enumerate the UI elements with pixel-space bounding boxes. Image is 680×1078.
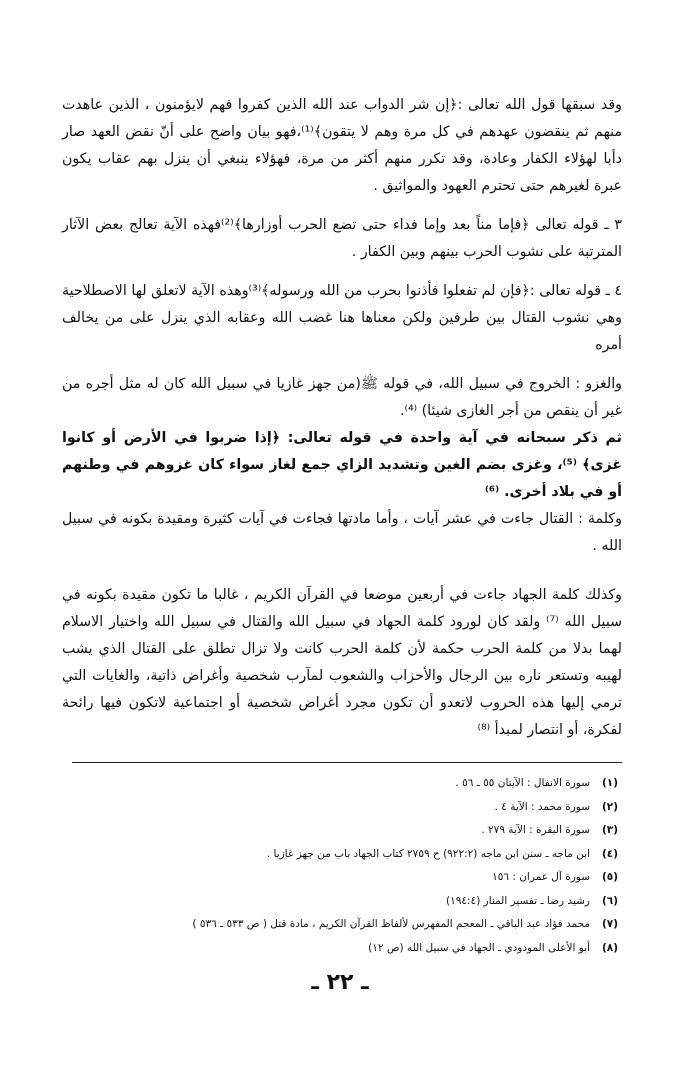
footnote-number: (٧)	[601, 918, 618, 930]
footnote-text: محمد فؤاد عبد الباقي ـ المعجم المفهرس لألفاظ القرآن الكريم ، مادة قتل ( ص ٥٣٣ ـ ٥٣٦ )	[192, 918, 590, 930]
footnote-text: سورة آل عمران : ١٥٦	[492, 871, 590, 883]
footnote-1	[60, 772, 618, 796]
page-body	[62, 92, 622, 744]
paragraph-4: والغزو : الخروج في سبيل الله، في قوله ﷺ(من جهز غازيا في سبيل الله كان له مثل أجره من غير أن ينقص من أجر الغازى شيئا) ⁽⁴⁾.	[62, 376, 622, 419]
footnotes	[60, 772, 618, 960]
footnote-8	[60, 937, 618, 961]
footnote-5	[60, 866, 618, 890]
footnote-number: (٢)	[601, 800, 618, 813]
footnote-6	[60, 890, 618, 914]
footnote-text: سورة محمد : الآية ٤ .	[494, 800, 590, 813]
footnote-text: ابن ماجه ـ سنن ابن ماجه (٩٢٢:٢) ح ٢٧٥٩ كتاب الجهاد باب من جهز غازيا .	[266, 847, 590, 860]
paragraph-3: ٤ ـ قوله تعالى :﴿فإن لم تفعلوا فأذنوا بحرب من الله ورسوله﴾⁽³⁾وهذه الآية لاتعلق لها الاصطلاحية وهي نشوب القتال بين طرفين ولكن معناها هنا غضب الله وعقابه الذي ينزل على من يخالف أمره	[62, 283, 622, 353]
footnote-7	[60, 913, 618, 937]
footnote-number: (٨)	[601, 941, 618, 954]
paragraph-7: وكذلك كلمة الجهاد جاءت في أربعين موضعا في القرآن الكريم ، غالبا ما تكون مقيدة بكونه في سبيل الله ⁽⁷⁾ ولقد كان لورود كلمة الجهاد في سبيل الله والقتال في سبيل الله واختيار الاسلام لهما بدلا من كلمة الحرب حكمة لأن كلمة الحرب كانت ولا تزال تطلق على القتال الذي يشب لهيبه وتستعر ناره بين الرجال والأحزاب والشعوب لمآرب شخصية وأغراض ذاتية، والغايات التي ترمي إليها هذه الحروب لاتعدو أن تكون مجرد أغراض شخصية أو اجتماعية لاتكون فيها رائحة لفكرة، أو انتصار لمبدأ ⁽⁸⁾	[62, 587, 622, 738]
footnote-text: سورة البقرة : الآية ٢٧٩ .	[481, 824, 590, 836]
footnote-text: سورة الانفال : الآيتان ٥٥ ـ ٥٦ .	[455, 777, 590, 789]
footnote-number: (١)	[601, 777, 618, 789]
paragraph-1: وقد سبقها قول الله تعالى :﴿إن شر الدواب عند الله الذين كفروا فهم لايؤمنون ، الذين عاهدت منهم ثم ينقضون عهدهم في كل مرة وهم لا يتقون﴾⁽¹⁾،فهو بيان واضح على أنّ نقض العهد صار دأبا لهؤلاء الكفار وعادة، وقد تكرر منهم أكثر من مرة، فهؤلاء ينبغي أن ينزل بهم عقاب يكون عبرة لغيرهم حتى تحترم العهود والمواثيق .	[62, 97, 622, 194]
footnote-2	[60, 796, 618, 820]
footnote-text: أبو الأعلى المودودي ـ الجهاد في سبيل الله (ص ١٢)	[368, 941, 590, 954]
footnote-number: (٦)	[601, 894, 618, 907]
footnote-4	[60, 843, 618, 867]
paragraph-5: ثم ذكر سبحانه في آية واحدة في قوله تعالى: ﴿إذا ضربوا في الأرض أو كانوا غزى﴾ ⁽⁵⁾، وغزى بضم الغين وتشديد الزاي جمع لغاز سواء كان غزوهم في وطنهم أو في بلاد أخرى. ⁽⁶⁾	[62, 430, 622, 500]
footnote-text: رشيد رضا ـ تفسير المنار (١٩٤:٤)	[445, 894, 590, 907]
page-number: ـ ٢٢ ـ	[311, 970, 369, 995]
footnote-number: (٣)	[601, 824, 618, 836]
paragraph-6: وكلمة : القتال جاءت في عشر آيات ، وأما مادتها فجاءت في آيات كثيرة ومقيدة بكونه في سبيل الله .	[62, 511, 622, 554]
footnote-number: (٥)	[601, 871, 618, 883]
paragraph-2: ٣ ـ قوله تعالى ﴿فإما مناً بعد وإما فداء حتى تضع الحرب أوزارها﴾⁽²⁾فهذه الآية تعالج بعض الآثار المترتبة على نشوب الحرب بينهم وبين الكفار .	[62, 217, 622, 260]
footnote-number: (٤)	[601, 847, 618, 860]
footnote-divider	[72, 762, 622, 763]
footnote-3	[60, 819, 618, 843]
